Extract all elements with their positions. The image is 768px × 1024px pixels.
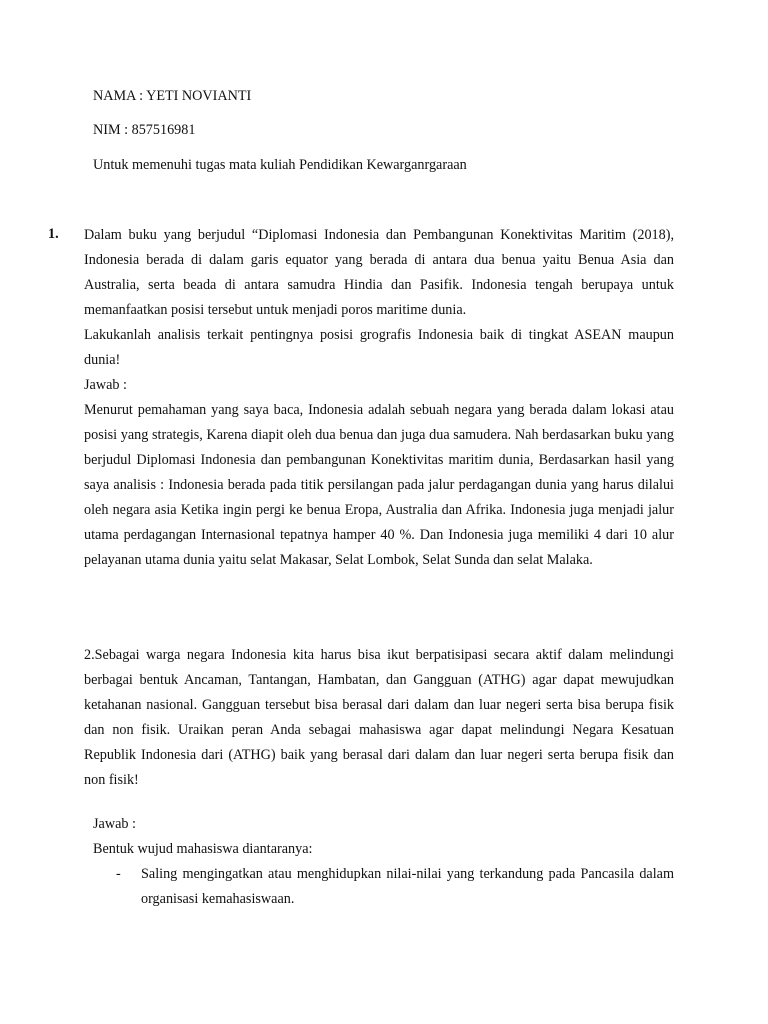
student-name: NAMA : YETI NOVIANTI	[93, 88, 252, 104]
question-2-answer-label: Jawab :	[93, 816, 136, 832]
question-1-answer: Menurut pemahaman yang saya baca, Indonesia adalah sebuah negara yang berada dalam lokasi atau posisi yang strategis, Karena diapit oleh dua benua dan juga dua samudera. Nah berdasarkan buku yang berjudul Diplomasi Indonesia dan pembangunan Konektivitas maritim dunia, Berdasarkan hasil yang saya analisis : Indonesia berada pada titik persilangan pada jalur perdagangan dunia yang harus dilalui oleh negara asia Ketika ingin pergi ke benua Eropa, Australia dan Afrika. Indonesia juga menjadi jalur utama perdagangan Internasional tepatnya hamper 40 %. Dan Indonesia juga memiliki 4 dari 10 alur pelayanan utama dunia yaitu selat Makasar, Selat Lombok, Selat Sunda dan selat Malaka.	[84, 402, 674, 568]
question-1-answer-label: Jawab :	[84, 377, 127, 393]
question-2-intro: Bentuk wujud mahasiswa diantaranya:	[93, 841, 313, 857]
bullet-text: Saling mengingatkan atau menghidupkan nilai-nilai yang terkandung pada Pancasila dalam organisasi kemahasiswaan.	[141, 866, 674, 907]
question-2-paragraph: 2.Sebagai warga negara Indonesia kita harus bisa ikut berpatisipasi secara aktif dalam melindungi berbagai bentuk Ancaman, Tantangan, Hambatan, dan Gangguan (ATHG) agar dapat mewujudkan ketahanan nasional. Gangguan tersebut bisa berasal dari dalam dan luar negeri serta bisa berupa fisik dan non fisik. Uraikan peran Anda sebagai mahasiswa agar dapat melindungi Negara Kesatuan Republik Indonesia dari (ATHG) baik yang berasal dari dalam dan luar negeri serta berupa fisik dan non fisik!	[84, 647, 674, 788]
student-nim: NIM : 857516981	[93, 122, 196, 138]
question-1-paragraph: Dalam buku yang berjudul “Diplomasi Indonesia dan Pembangunan Konektivitas Maritim (2018), Indonesia berada di dalam garis equator yang berada di antara dua benua yaitu Benua Asia dan Australia, serta beada di antara samudra Hindia dan Pasifik. Indonesia tengah berupaya untuk memanfaatkan posisi tersebut untuk menjadi poros maritime dunia.	[84, 227, 674, 318]
question-1-task: Lakukanlah analisis terkait pentingnya posisi grografis Indonesia baik di tingkat ASEAN maupun dunia!	[84, 327, 674, 368]
bullet-marker: -	[116, 866, 121, 882]
assignment-purpose: Untuk memenuhi tugas mata kuliah Pendidikan Kewarganrgaraan	[93, 157, 467, 173]
question-1-block	[84, 223, 674, 573]
question-2-answer-block	[93, 812, 312, 862]
question-2-block	[84, 643, 674, 793]
question-1-number: 1.	[48, 226, 59, 242]
